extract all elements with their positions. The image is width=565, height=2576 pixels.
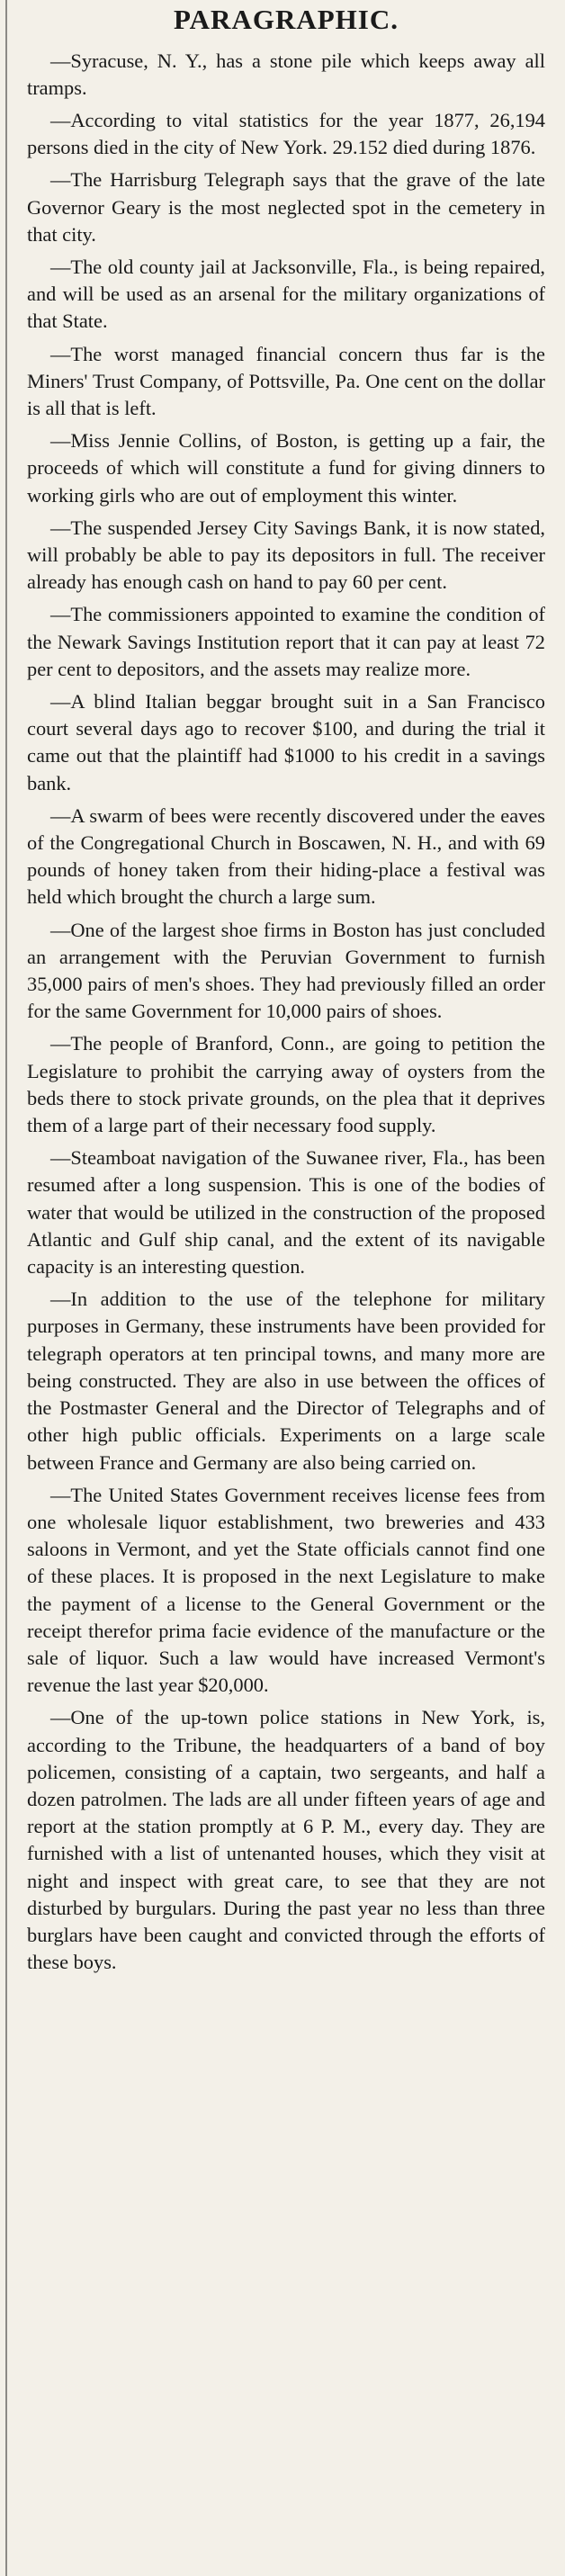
paragraph-item: —A swarm of bees were recently discovered under the eaves of the Congregational Church in Boscawen, N. H., and with 69 pounds of honey taken from their hiding-place a festival was held which brought the church a large sum. xyxy=(27,803,545,909)
paragraph-item: —In addition to the use of the telephone for military purposes in Germany, these instruments have been provided for telegraph operators at ten principal towns, and many more are being constructed. They are also in use between the offices of the Postmaster General and the Director of Telegraphs and of other high public officials. Experiments on a large scale between France and Germany are also being carried on. xyxy=(27,1288,545,1474)
paragraph-item: —Syracuse, N. Y., has a stone pile which keeps away all tramps. xyxy=(27,49,545,99)
paragraph-item: —The United States Government receives license fees from one wholesale liquor establishment, two breweries and 433 saloons in Vermont, and yet the State officials cannot find one of these places. It is proposed in the next Legislature to make the payment of a license to the General Government or the receipt therefor prima facie evidence of the manufacture or the sale of liquor. Such a law would have increased Vermont's revenue the last year $20,000. xyxy=(27,1483,545,1697)
paragraph-item: —Miss Jennie Collins, of Boston, is getting up a fair, the proceeds of which will constitute a fund for giving dinners to working girls who are out of employment this winter. xyxy=(27,429,545,507)
column-rule xyxy=(5,0,7,2576)
paragraph-item: —The people of Branford, Conn., are going to petition the Legislature to prohibit the carrying away of oysters from the beds there to stock private grounds, on the plea that it deprives them of a large part of their necessary food supply. xyxy=(27,1032,545,1137)
column-heading: PARAGRAPHIC. xyxy=(174,4,399,35)
paragraph-item: —According to vital statistics for the year 1877, 26,194 persons died in the city of New York. 29.152 died during 1876. xyxy=(27,108,545,159)
paragraph-item: —One of the largest shoe firms in Boston has just concluded an arrangement with the Peruvian Government to furnish 35,000 pairs of men's shoes. They had previously filled an order for the same Government for 10,000 pairs of shoes. xyxy=(27,918,545,1023)
paragraph-item: —One of the up-town police stations in New York, is, according to the Tribune, the headquarters of a band of boy policemen, consisting of a captain, two sergeants, and half a dozen patrolmen. The lads are all under fifteen years of age and report at the station promptly at 6 P. M., every day. They are furnished with a list of untenanted houses, which they visit at night and inspect with great care, to see that they are not disturbed by burgulars. During the past year no less than three burglars have been caught and convicted through the efforts of these boys. xyxy=(27,1706,545,1974)
paragraph-item: —The worst managed financial concern thus far is the Miners' Trust Company, of Pottsville, Pa. One cent on the dollar is all that is left. xyxy=(27,342,545,419)
paragraph-item: —The old county jail at Jacksonville, Fla., is being repaired, and will be used as an arsenal for the military organizations of that State. xyxy=(27,255,545,333)
paragraph-item: —The commissioners appointed to examine the condition of the Newark Savings Institution report that it can pay at least 72 per cent to depositors, and the assets may realize more. xyxy=(27,603,545,680)
paragraph-item: —A blind Italian beggar brought suit in a San Francisco court several days ago to recover $100, and during the trial it came out that the plaintiff had $1000 to his credit in a savings bank. xyxy=(27,690,545,794)
paragraph-item: —Steamboat navigation of the Suwanee river, Fla., has been resumed after a long suspension. This is one of the bodies of water that would be utilized in the construction of the proposed Atlantic and Gulf ship canal, and the extent of its navigable capacity is an interesting question. xyxy=(27,1146,545,1279)
paragraph-item: —The Harrisburg Telegraph says that the grave of the late Governor Geary is the most neglected spot in the cemetery in that city. xyxy=(27,168,545,246)
paragraph-item: —The suspended Jersey City Savings Bank, it is now stated, will probably be able to pay its depositors in full. The receiver already has enough cash on hand to pay 60 per cent. xyxy=(27,516,545,594)
